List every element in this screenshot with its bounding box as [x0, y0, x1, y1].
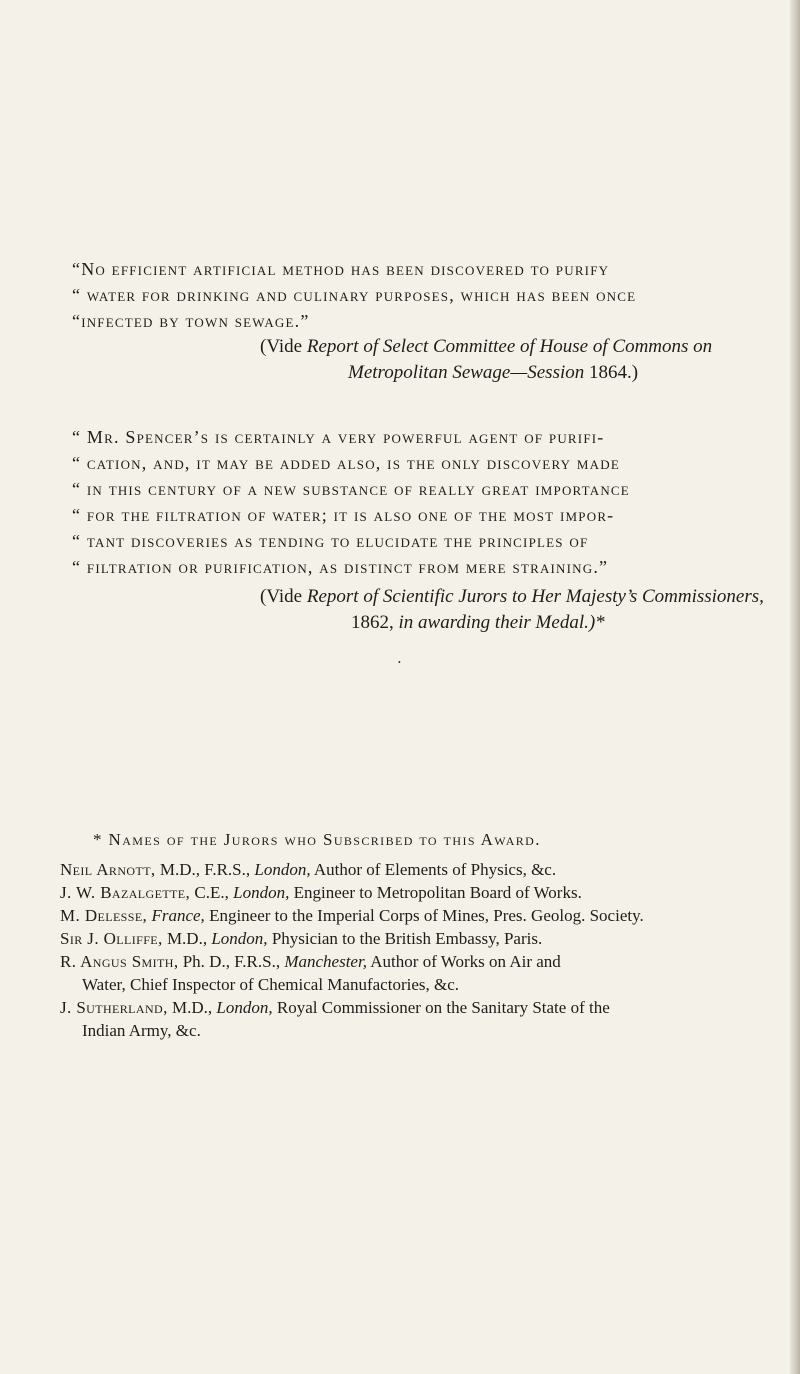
juror-place: Manchester,: [284, 952, 367, 971]
citation-year: 1862,: [351, 612, 394, 633]
juror-entry: [60, 927, 786, 950]
citation-year: 1864.): [589, 362, 639, 383]
quote-block-2: [72, 424, 630, 580]
juror-place: London,: [216, 998, 273, 1017]
juror-description: Physician to the British Embassy, Paris.: [267, 929, 543, 948]
jurors-list: [60, 858, 786, 1042]
citation-line: [72, 360, 712, 386]
citation-line: [72, 334, 712, 360]
juror-entry: [60, 858, 786, 881]
quote-line: “ Mr. Spencer’s is certainly a very powerful agent of purifi-: [72, 427, 605, 447]
juror-name: R. Angus Smith,: [60, 952, 179, 971]
juror-description: Engineer to Metropolitan Board of Works.: [289, 883, 582, 902]
bullet-mark: •: [398, 658, 401, 667]
citation-line: [72, 584, 764, 610]
juror-degrees: M.D.,: [162, 929, 212, 948]
juror-name: J. W. Bazalgette,: [60, 883, 191, 902]
juror-place: London,: [233, 883, 290, 902]
juror-degrees: M.D., F.R.S.,: [155, 860, 255, 879]
jurors-heading: * Names of the Jurors who Subscribed to this Award.: [93, 830, 541, 849]
page-edge-shadow: [790, 0, 800, 1374]
quote-line: “ water for drinking and culinary purposes, which has been once: [72, 285, 637, 305]
juror-description: Author of Works on Air and: [366, 952, 561, 971]
citation-title-cont: in awarding their Medal.)*: [398, 612, 605, 633]
quote-line: “No efficient artificial method has been discovered to purify: [72, 259, 610, 279]
juror-name: J. Sutherland,: [60, 998, 168, 1017]
juror-description-cont: Water, Chief Inspector of Chemical Manufactories, &c.: [82, 975, 460, 994]
quote-line: “ filtration or purification, as distinct from mere straining.”: [72, 557, 609, 577]
citation-title: Report of Scientific Jurors to Her Majesty’s Commissioners,: [306, 586, 764, 607]
juror-description: Engineer to the Imperial Corps of Mines, Pres. Geolog. Society.: [204, 906, 644, 925]
juror-name: Neil Arnott,: [60, 860, 156, 879]
citation-vide: (Vide: [260, 336, 303, 357]
citation-title-cont: Metropolitan Sewage—Session: [348, 362, 585, 383]
juror-place: London,: [254, 860, 311, 879]
juror-place: London,: [211, 929, 268, 948]
juror-degrees: M.D.,: [167, 998, 217, 1017]
citation-vide: (Vide: [260, 586, 303, 607]
juror-degrees: C.E.,: [190, 883, 234, 902]
quote-line: “ in this century of a new substance of really great importance: [72, 479, 630, 499]
juror-entry: [60, 950, 786, 996]
citation-1: [72, 334, 712, 386]
quote-line: “ for the filtration of water; it is also one of the most impor-: [72, 505, 615, 525]
juror-place: France,: [151, 906, 205, 925]
juror-entry: [60, 881, 786, 904]
quote-line: “ tant discoveries as tending to elucidate the principles of: [72, 531, 589, 551]
juror-entry: [60, 904, 786, 927]
juror-degrees: Ph. D., F.R.S.,: [178, 952, 285, 971]
juror-name: Sir J. Olliffe,: [60, 929, 163, 948]
quote-line: “ cation, and, it may be added also, is the only discovery made: [72, 453, 620, 473]
citation-2: [72, 584, 764, 636]
citation-title: Report of Select Committee of House of Commons on: [306, 336, 713, 357]
juror-description: Author of Elements of Physics, &c.: [310, 860, 557, 879]
quote-block-1: [72, 256, 636, 334]
juror-description-cont: Indian Army, &c.: [82, 1021, 201, 1040]
citation-line: [72, 610, 764, 636]
quote-line: “infected by town sewage.”: [72, 311, 310, 331]
juror-description: Royal Commissioner on the Sanitary State of the: [272, 998, 610, 1017]
juror-name: M. Delesse,: [60, 906, 148, 925]
juror-entry: [60, 996, 786, 1042]
